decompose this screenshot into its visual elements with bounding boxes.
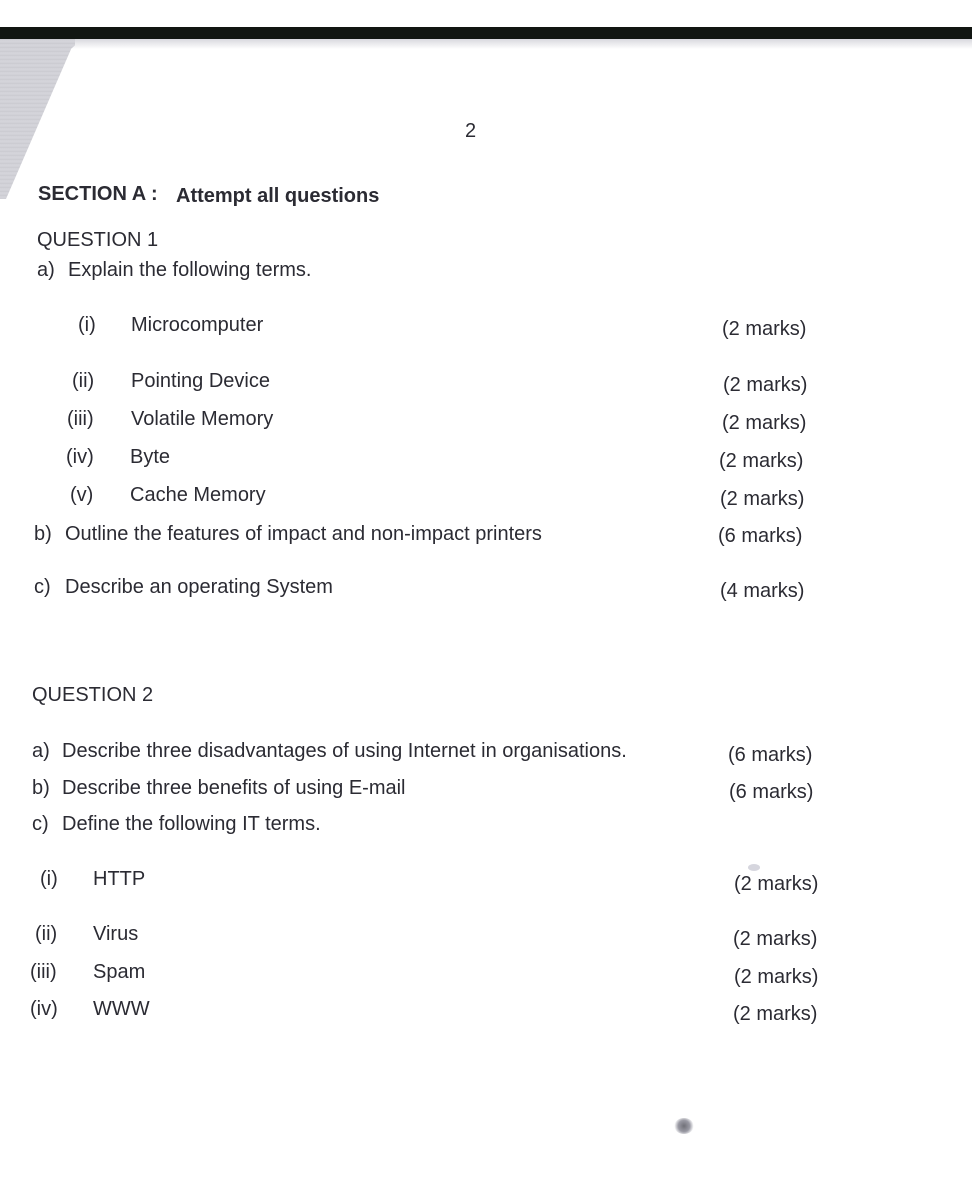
q1-a-subpart-text: Pointing Device bbox=[131, 370, 270, 392]
q2-c-subpart-label: (iii) bbox=[30, 961, 57, 983]
q1-a-subpart-label: (iv) bbox=[66, 446, 94, 468]
q1-part-c-text: Describe an operating System bbox=[65, 576, 333, 598]
q2-c-subpart-label: (ii) bbox=[35, 923, 58, 945]
section-instruction: Attempt all questions bbox=[176, 185, 380, 207]
q1-part-c-marks: (4 marks) bbox=[720, 580, 805, 602]
q2-c-subpart-marks: (2 marks) bbox=[733, 928, 818, 950]
q2-part-a-label: a) bbox=[32, 740, 50, 762]
q1-part-c-label: c) bbox=[34, 576, 51, 598]
q1-part-a-text: Explain the following terms. bbox=[68, 259, 312, 281]
q1-a-subpart-label: (iii) bbox=[67, 408, 94, 430]
q1-a-subpart-marks: (2 marks) bbox=[723, 374, 808, 396]
q2-part-c-text: Define the following IT terms. bbox=[62, 813, 321, 835]
q2-part-c-label: c) bbox=[32, 813, 49, 835]
q1-part-b-text: Outline the features of impact and non-impact printers bbox=[65, 523, 542, 545]
q2-part-b-text: Describe three benefits of using E-mail bbox=[62, 777, 406, 799]
q2-c-subpart-text: Spam bbox=[93, 961, 146, 983]
q2-c-subpart-text: WWW bbox=[93, 998, 150, 1020]
q2-c-subpart-marks: (2 marks) bbox=[734, 873, 819, 895]
q2-part-b-label: b) bbox=[32, 777, 50, 799]
page-number: 2 bbox=[465, 120, 477, 142]
question-1-title: QUESTION 1 bbox=[37, 229, 159, 251]
q2-part-b-marks: (6 marks) bbox=[729, 781, 814, 803]
q1-part-b-marks: (6 marks) bbox=[718, 525, 803, 547]
q1-a-subpart-text: Microcomputer bbox=[131, 314, 264, 336]
q1-a-subpart-text: Volatile Memory bbox=[131, 408, 274, 430]
section-title: SECTION A : bbox=[38, 183, 158, 205]
q2-c-subpart-marks: (2 marks) bbox=[733, 1003, 818, 1025]
q1-a-subpart-text: Cache Memory bbox=[130, 484, 266, 506]
q2-c-subpart-marks: (2 marks) bbox=[734, 966, 819, 988]
q2-c-subpart-label: (iv) bbox=[30, 998, 58, 1020]
q1-part-a-label: a) bbox=[37, 259, 55, 281]
q1-a-subpart-marks: (2 marks) bbox=[722, 412, 807, 434]
q2-c-subpart-label: (i) bbox=[40, 868, 58, 890]
q2-c-subpart-text: Virus bbox=[93, 923, 139, 945]
q1-a-subpart-label: (i) bbox=[78, 314, 96, 336]
scanner-corner-shadow bbox=[0, 39, 75, 199]
scan-smudge-mark bbox=[674, 1118, 694, 1134]
q2-c-subpart-text: HTTP bbox=[93, 868, 146, 890]
q1-a-subpart-marks: (2 marks) bbox=[719, 450, 804, 472]
q2-part-a-marks: (6 marks) bbox=[728, 744, 813, 766]
scanner-top-border bbox=[0, 27, 972, 39]
scan-smudge-mark bbox=[748, 864, 760, 871]
q1-a-subpart-marks: (2 marks) bbox=[722, 318, 807, 340]
question-2-title: QUESTION 2 bbox=[32, 684, 154, 706]
q1-a-subpart-label: (v) bbox=[70, 484, 94, 506]
q1-a-subpart-marks: (2 marks) bbox=[720, 488, 805, 510]
q2-part-a-text: Describe three disadvantages of using Internet in organisations. bbox=[62, 740, 627, 762]
scanner-edge-shade bbox=[0, 39, 972, 49]
q1-a-subpart-label: (ii) bbox=[72, 370, 95, 392]
q1-part-b-label: b) bbox=[34, 523, 52, 545]
q1-a-subpart-text: Byte bbox=[130, 446, 171, 468]
